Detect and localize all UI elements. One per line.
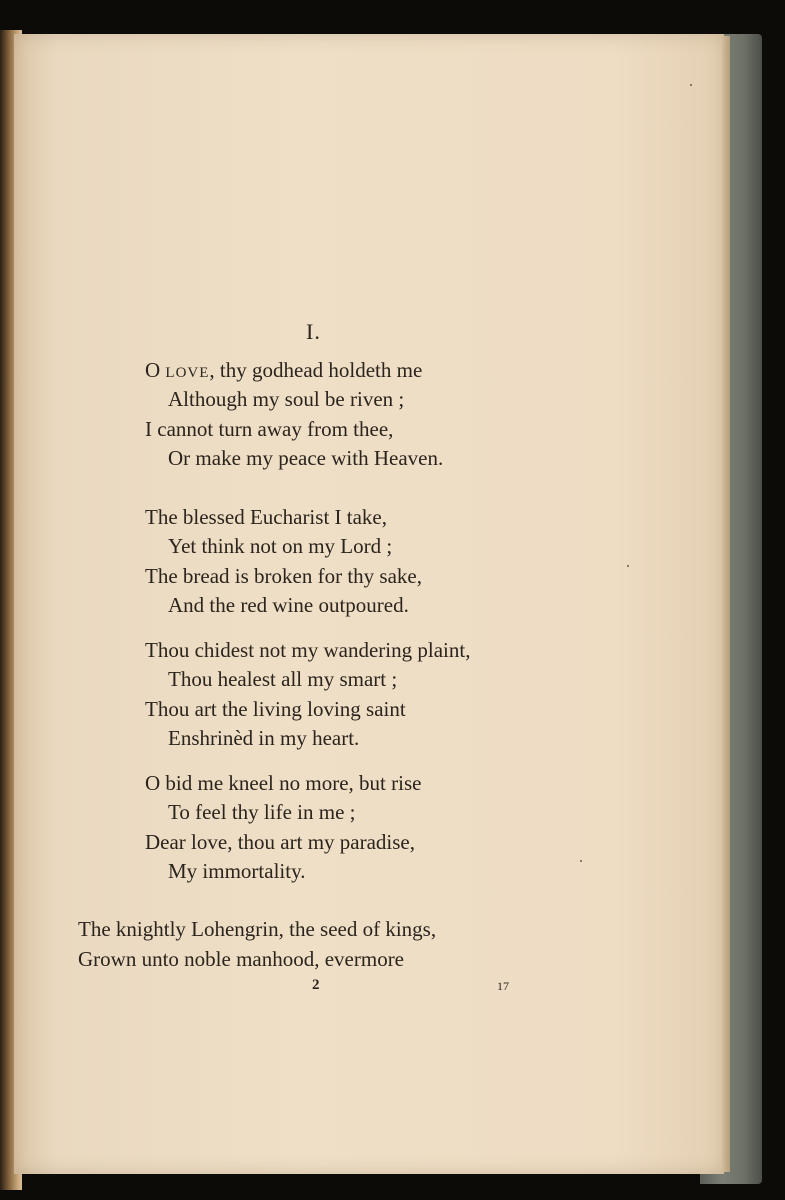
stanza-line: Thou art the living loving saint [145,696,406,721]
stanza-4 [145,769,421,887]
stanza-line: Although my soul be riven ; [168,387,405,412]
stanza-line: The bread is broken for thy sake, [145,563,422,588]
stanza-line: To feel thy life in me ; [168,800,356,825]
page-number: 17 [497,979,509,993]
stanza-line: O bid me kneel no more, but rise [145,771,422,795]
stanza-3 [145,636,470,754]
stanza-line: Dear love, thou art my paradise, [145,829,415,854]
paper-speck [690,84,692,86]
stanza-line: Thou chidest not my wandering plaint, [145,638,471,662]
stanza-1 [145,356,443,474]
stanza-line: I cannot turn away from thee, [145,416,394,441]
stanza-line: O love, thy godhead holdeth me [145,358,423,382]
stanza-line: Thou healest all my smart ; [168,667,398,692]
stanza-line: My immortality. [168,859,306,884]
continuation-text [78,915,436,975]
stanza-line: Yet think not on my Lord ; [168,534,393,559]
paper-speck [627,565,629,567]
stanza-line: Or make my peace with Heaven. [168,446,444,471]
page-edge [722,36,730,1172]
continuation-line: The knightly Lohengrin, the seed of kings, [78,917,437,941]
stanza-line: The blessed Eucharist I take, [145,505,387,529]
paper-speck [580,860,582,862]
continuation-line: Grown unto noble manhood, evermore [78,947,405,971]
stanza-line: And the red wine outpoured. [168,593,409,618]
signature-mark: 2 [312,977,320,993]
poem-heading: I. [306,319,321,344]
stanza-line: Enshrinèd in my heart. [168,726,360,751]
stanza-2 [145,503,422,621]
